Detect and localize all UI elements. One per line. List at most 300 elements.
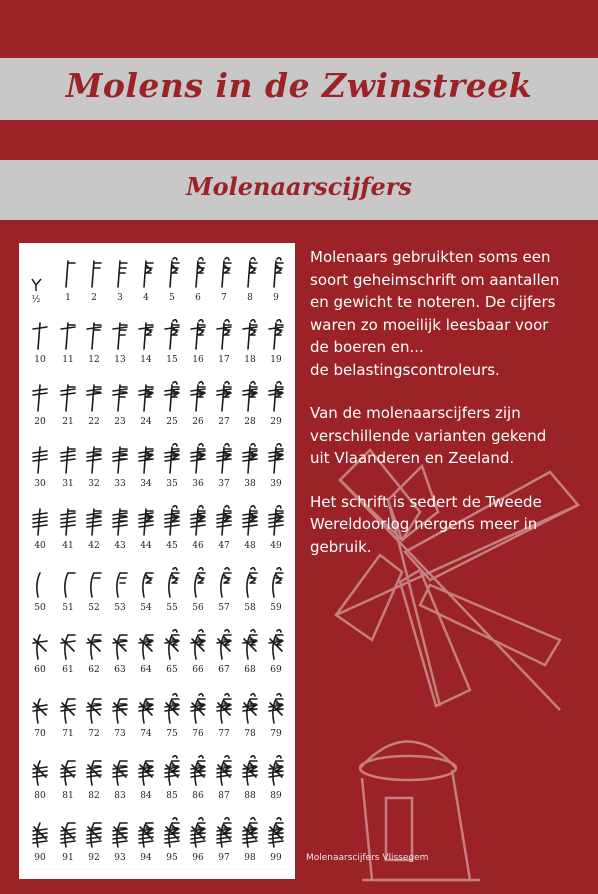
numeral-cell (55, 625, 81, 683)
numeral-cell (107, 563, 133, 621)
numeral-label: 16 (192, 355, 204, 365)
cipher-glyph (185, 689, 211, 729)
cipher-glyph (263, 813, 289, 853)
numeral-label: 45 (166, 541, 178, 551)
cipher-glyph (107, 813, 133, 853)
cipher-glyph (211, 501, 237, 541)
numeral-cell (185, 563, 211, 621)
cipher-glyph (107, 563, 133, 603)
numeral-label: 46 (192, 541, 204, 551)
numeral-cell (55, 813, 81, 871)
cipher-glyph (27, 563, 53, 603)
cipher-glyph (107, 625, 133, 665)
numeral-cell (133, 315, 159, 373)
numeral-cell (107, 625, 133, 683)
numeral-cell (55, 377, 81, 435)
cipher-glyph (263, 751, 289, 791)
numeral-cell (81, 563, 107, 621)
numeral-label: ½ (31, 295, 41, 305)
numeral-label: 7 (221, 293, 227, 303)
numeral-cell (107, 501, 133, 559)
cipher-glyph (81, 501, 107, 541)
numeral-cell (211, 253, 237, 311)
numeral-label: 64 (140, 665, 152, 675)
numeral-cell (237, 751, 263, 809)
cipher-glyph (107, 751, 133, 791)
cipher-glyph (107, 689, 133, 729)
numeral-cell (237, 315, 263, 373)
cipher-glyph (211, 377, 237, 417)
cipher-glyph (263, 253, 289, 293)
cipher-glyph (211, 253, 237, 293)
numeral-cell (27, 439, 53, 497)
numeral-label: 34 (140, 479, 152, 489)
numeral-label: 77 (218, 729, 230, 739)
numeral-cell (263, 315, 289, 373)
cipher-glyph (211, 563, 237, 603)
numeral-cell (27, 563, 53, 621)
numeral-cell (55, 751, 81, 809)
description (310, 246, 592, 579)
cipher-glyph (159, 253, 185, 293)
numeral-label: 37 (218, 479, 230, 489)
numeral-label: 57 (218, 603, 230, 613)
numeral-label: 81 (62, 791, 74, 801)
cipher-glyph (107, 501, 133, 541)
numeral-cell (107, 315, 133, 373)
numeral-label: 19 (270, 355, 282, 365)
numeral-label: 95 (166, 853, 178, 863)
numeral-cell (185, 751, 211, 809)
cipher-glyph (55, 813, 81, 853)
numeral-label: 88 (244, 791, 256, 801)
cipher-glyph (81, 315, 107, 355)
numeral-cell (263, 751, 289, 809)
numeral-label: 72 (88, 729, 100, 739)
cipher-glyph (27, 625, 53, 665)
numeral-cell (159, 813, 185, 871)
cipher-glyph (133, 501, 159, 541)
numeral-label: 27 (218, 417, 230, 427)
cipher-glyph (81, 377, 107, 417)
numeral-cell (185, 625, 211, 683)
numeral-cell (159, 625, 185, 683)
numeral-label: 97 (218, 853, 230, 863)
cipher-glyph (107, 253, 133, 293)
paragraph-3: Het schrift is sedert de Tweede Wereldoorlog nergens meer in gebruik. (310, 492, 542, 556)
cipher-glyph (81, 813, 107, 853)
numeral-label: 91 (62, 853, 74, 863)
cipher-glyph (27, 751, 53, 791)
numeral-cell (159, 439, 185, 497)
numeral-cell (107, 689, 133, 747)
numeral-cell (185, 813, 211, 871)
numeral-label: 24 (140, 417, 152, 427)
cipher-glyph (81, 563, 107, 603)
numeral-cell (107, 751, 133, 809)
numeral-cell (159, 501, 185, 559)
numeral-label: 5 (169, 293, 175, 303)
numeral-cell (81, 813, 107, 871)
cipher-glyph (185, 439, 211, 479)
numeral-label: 29 (270, 417, 282, 427)
numeral-cell (263, 563, 289, 621)
page-subtitle: Molenaarscijfers (186, 172, 412, 201)
numeral-label: 12 (88, 355, 100, 365)
numeral-cell (133, 563, 159, 621)
numeral-label: 86 (192, 791, 204, 801)
numeral-label: 38 (244, 479, 256, 489)
numeral-cell (81, 751, 107, 809)
numeral-cell (211, 625, 237, 683)
numeral-cell (185, 377, 211, 435)
numeral-label: 78 (244, 729, 256, 739)
paragraph-2: Van de molenaarscijfers zijn verschillende varianten gekend uit Vlaanderen en Zeeland. (310, 404, 547, 467)
numeral-label: 41 (62, 541, 74, 551)
numeral-label: 32 (88, 479, 100, 489)
cipher-glyph (211, 439, 237, 479)
numeral-cell (27, 377, 53, 435)
numeral-label: 13 (114, 355, 126, 365)
numeral-cell (81, 625, 107, 683)
numeral-label: 48 (244, 541, 256, 551)
numeral-label: 66 (192, 665, 204, 675)
numeral-label: 60 (34, 665, 46, 675)
numeral-cell (133, 625, 159, 683)
numeral-label: 42 (88, 541, 100, 551)
cipher-glyph (27, 813, 53, 853)
numeral-cell (237, 439, 263, 497)
numeral-cell (159, 315, 185, 373)
cipher-glyph (185, 625, 211, 665)
numeral-label: 31 (62, 479, 74, 489)
numeral-label: 99 (270, 853, 282, 863)
numeral-cell (133, 689, 159, 747)
cipher-glyph (263, 689, 289, 729)
numeral-cell (237, 377, 263, 435)
numeral-cell (263, 813, 289, 871)
cipher-glyph (55, 439, 81, 479)
cipher-glyph (237, 563, 263, 603)
cipher-glyph (263, 501, 289, 541)
numeral-label: 47 (218, 541, 230, 551)
cipher-glyph (55, 253, 81, 293)
numeral-label: 44 (140, 541, 152, 551)
numeral-cell (159, 563, 185, 621)
numeral-label: 80 (34, 791, 46, 801)
numeral-cell (27, 625, 53, 683)
cipher-glyph (263, 563, 289, 603)
numeral-cell (81, 377, 107, 435)
numeral-label: 51 (62, 603, 74, 613)
numeral-cell (55, 315, 81, 373)
numeral-label: 76 (192, 729, 204, 739)
numeral-cell (55, 439, 81, 497)
numeral-cell (263, 377, 289, 435)
paragraph-1: Molenaars gebruikten soms een soort geheimschrift om aantallen en gewicht te noteren. De cijfers waren zo moeilijk leesbaar voor de boeren en... de belastingscontroleurs. (310, 248, 560, 379)
cipher-glyph (237, 439, 263, 479)
cipher-glyph (263, 439, 289, 479)
numeral-label: 83 (114, 791, 126, 801)
numeral-cell (211, 501, 237, 559)
cipher-glyph (133, 377, 159, 417)
cipher-glyph (159, 751, 185, 791)
numeral-cell (107, 813, 133, 871)
numeral-label: 65 (166, 665, 178, 675)
numerals-panel (19, 243, 295, 879)
cipher-glyph (159, 689, 185, 729)
numeral-label: 25 (166, 417, 178, 427)
numeral-label: 58 (244, 603, 256, 613)
numeral-label: 17 (218, 355, 230, 365)
cipher-glyph (237, 315, 263, 355)
cipher-glyph (107, 439, 133, 479)
numeral-label: 10 (34, 355, 46, 365)
numeral-label: 98 (244, 853, 256, 863)
numeral-cell (211, 315, 237, 373)
cipher-glyph (211, 689, 237, 729)
cipher-glyph (133, 439, 159, 479)
numeral-label: 53 (114, 603, 126, 613)
cipher-glyph (159, 315, 185, 355)
numeral-label: 74 (140, 729, 152, 739)
numeral-cell (159, 689, 185, 747)
cipher-glyph (81, 439, 107, 479)
numeral-cell (81, 315, 107, 373)
cipher-glyph (263, 377, 289, 417)
numeral-label: 28 (244, 417, 256, 427)
cipher-glyph (133, 751, 159, 791)
cipher-glyph (133, 813, 159, 853)
numeral-cell (107, 377, 133, 435)
numeral-label: 20 (34, 417, 46, 427)
numeral-label: 70 (34, 729, 46, 739)
cipher-glyph (55, 377, 81, 417)
numeral-label: 96 (192, 853, 204, 863)
cipher-glyph (237, 625, 263, 665)
cipher-glyph (211, 751, 237, 791)
numeral-cell (27, 689, 53, 747)
numeral-label: 69 (270, 665, 282, 675)
cipher-glyph (237, 253, 263, 293)
numeral-label: 49 (270, 541, 282, 551)
numeral-label: 1 (65, 293, 71, 303)
numeral-cell (263, 501, 289, 559)
numeral-label: 50 (34, 603, 46, 613)
numeral-cell (211, 751, 237, 809)
cipher-glyph (159, 813, 185, 853)
numeral-label: 73 (114, 729, 126, 739)
cipher-glyph (211, 315, 237, 355)
numeral-label: 94 (140, 853, 152, 863)
numeral-cell (81, 689, 107, 747)
cipher-glyph (81, 689, 107, 729)
cipher-glyph (81, 625, 107, 665)
numeral-cell (55, 501, 81, 559)
numeral-cell (185, 253, 211, 311)
numeral-label: 35 (166, 479, 178, 489)
numeral-label: 62 (88, 665, 100, 675)
image-caption: Molenaarscijfers Vlissegem (306, 853, 429, 863)
numeral-cell (185, 501, 211, 559)
cipher-glyph (55, 625, 81, 665)
numeral-cell (211, 377, 237, 435)
numeral-label: 26 (192, 417, 204, 427)
cipher-glyph (27, 501, 53, 541)
numeral-label: 67 (218, 665, 230, 675)
numeral-cell (159, 751, 185, 809)
numeral-label: 92 (88, 853, 100, 863)
cipher-glyph (185, 315, 211, 355)
cipher-glyph (27, 377, 53, 417)
cipher-glyph (263, 625, 289, 665)
numeral-cell (263, 689, 289, 747)
numeral-cell (237, 625, 263, 683)
numeral-label: 33 (114, 479, 126, 489)
numeral-cell (27, 501, 53, 559)
numeral-label: 30 (34, 479, 46, 489)
numeral-cell (133, 813, 159, 871)
numeral-label: 93 (114, 853, 126, 863)
page-title: Molens in de Zwinstreek (65, 66, 533, 105)
numeral-label: 52 (88, 603, 100, 613)
numeral-cell (263, 253, 289, 311)
numeral-cell (237, 563, 263, 621)
numeral-label: 61 (62, 665, 74, 675)
numeral-label: 68 (244, 665, 256, 675)
cipher-glyph (133, 689, 159, 729)
cipher-glyph (185, 751, 211, 791)
numeral-cell (55, 253, 81, 311)
cipher-glyph (237, 689, 263, 729)
numeral-cell (211, 563, 237, 621)
numeral-label: 84 (140, 791, 152, 801)
numeral-label: 87 (218, 791, 230, 801)
numeral-label: 85 (166, 791, 178, 801)
cipher-glyph (159, 625, 185, 665)
cipher-glyph (81, 751, 107, 791)
numeral-label: 71 (62, 729, 74, 739)
numeral-label: 18 (244, 355, 256, 365)
numeral-label: 9 (273, 293, 279, 303)
numeral-cell (237, 813, 263, 871)
cipher-glyph (107, 315, 133, 355)
numeral-cell (237, 501, 263, 559)
cipher-glyph (55, 315, 81, 355)
numeral-label: 6 (195, 293, 201, 303)
numeral-label: 56 (192, 603, 204, 613)
numeral-cell (237, 253, 263, 311)
numeral-label: 14 (140, 355, 152, 365)
numeral-cell (81, 501, 107, 559)
numeral-label: 59 (270, 603, 282, 613)
numeral-label: 22 (88, 417, 100, 427)
cipher-glyph (55, 563, 81, 603)
cipher-glyph (159, 563, 185, 603)
numeral-cell (263, 439, 289, 497)
cipher-glyph (133, 625, 159, 665)
cipher-glyph (237, 751, 263, 791)
numeral-label: 40 (34, 541, 46, 551)
numeral-cell (185, 689, 211, 747)
numeral-cell (263, 625, 289, 683)
numeral-label: 82 (88, 791, 100, 801)
numeral-label: 89 (270, 791, 282, 801)
numeral-label: 75 (166, 729, 178, 739)
numeral-cell (211, 813, 237, 871)
cipher-glyph (263, 315, 289, 355)
cipher-glyph (55, 501, 81, 541)
numeral-label: 36 (192, 479, 204, 489)
cipher-glyph (55, 689, 81, 729)
numeral-label: 8 (247, 293, 253, 303)
numeral-cell (159, 253, 185, 311)
numeral-label: 23 (114, 417, 126, 427)
numeral-label: 15 (166, 355, 178, 365)
numeral-cell (211, 439, 237, 497)
cipher-glyph (159, 501, 185, 541)
numeral-cell (107, 253, 133, 311)
numeral-label: 21 (62, 417, 74, 427)
numeral-label: 43 (114, 541, 126, 551)
numeral-cell (55, 563, 81, 621)
numeral-cell (185, 315, 211, 373)
numeral-cell (133, 439, 159, 497)
numeral-cell (133, 253, 159, 311)
cipher-glyph (185, 253, 211, 293)
numeral-cell (27, 813, 53, 871)
cipher-glyph (211, 625, 237, 665)
numeral-label: 90 (34, 853, 46, 863)
cipher-glyph (185, 501, 211, 541)
cipher-glyph (185, 377, 211, 417)
numeral-cell (133, 501, 159, 559)
numeral-cell-half (23, 253, 49, 311)
numeral-cell (185, 439, 211, 497)
cipher-glyph (107, 377, 133, 417)
numeral-label: 3 (117, 293, 123, 303)
numeral-cell (55, 689, 81, 747)
cipher-glyph (159, 377, 185, 417)
cipher-glyph (133, 253, 159, 293)
cipher-glyph (81, 253, 107, 293)
cipher-glyph (159, 439, 185, 479)
cipher-glyph (27, 439, 53, 479)
cipher-glyph (133, 563, 159, 603)
numeral-cell (107, 439, 133, 497)
numeral-label: 79 (270, 729, 282, 739)
numeral-cell (237, 689, 263, 747)
cipher-glyph (27, 689, 53, 729)
cipher-glyph (185, 563, 211, 603)
numeral-cell (211, 689, 237, 747)
numeral-cell (133, 751, 159, 809)
numeral-label: 55 (166, 603, 178, 613)
cipher-glyph (211, 813, 237, 853)
numeral-label: 2 (91, 293, 97, 303)
cipher-glyph (237, 377, 263, 417)
cipher-glyph (237, 501, 263, 541)
numeral-label: 11 (62, 355, 74, 365)
numeral-label: 63 (114, 665, 126, 675)
numeral-cell (159, 377, 185, 435)
numeral-cell (133, 377, 159, 435)
numeral-label: 4 (143, 293, 149, 303)
numeral-label: 54 (140, 603, 152, 613)
numeral-label: 39 (270, 479, 282, 489)
numeral-cell (27, 315, 53, 373)
cipher-glyph (185, 813, 211, 853)
